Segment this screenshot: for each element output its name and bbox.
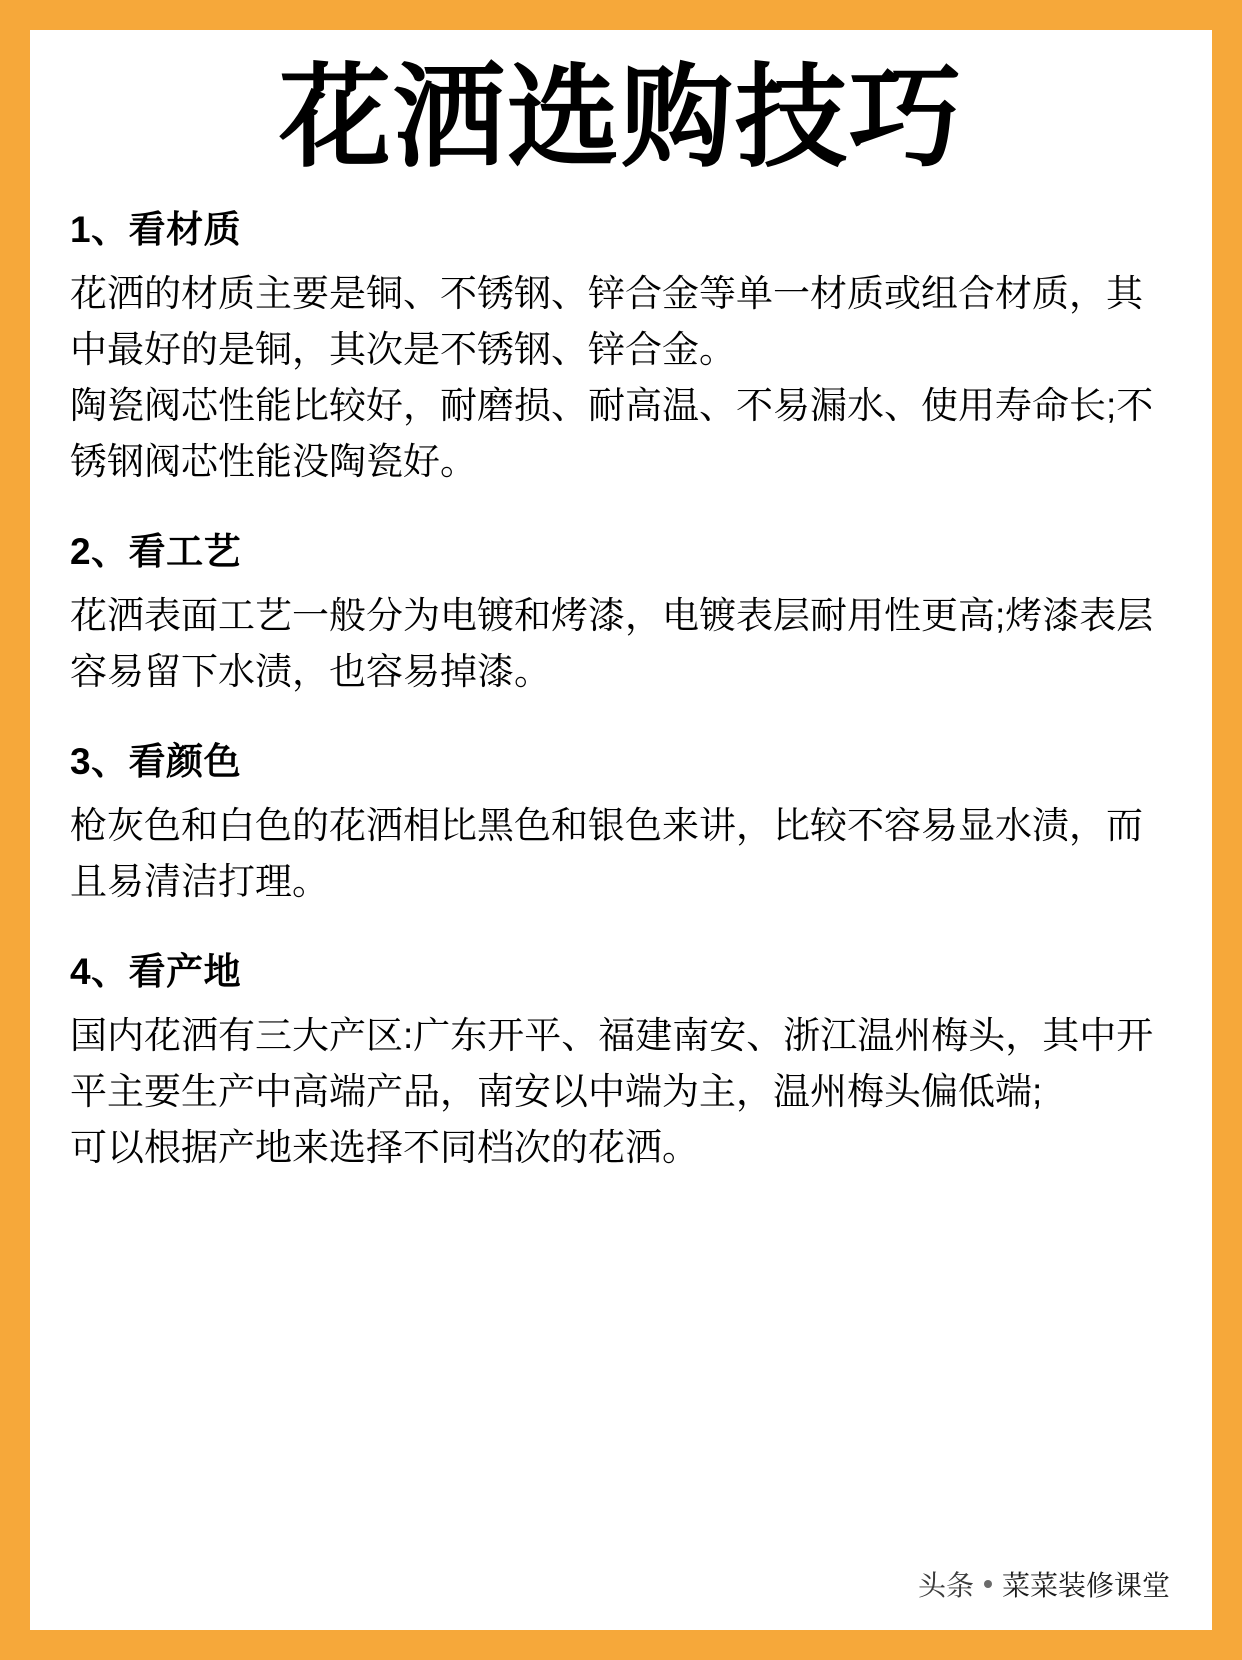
section-craft bbox=[70, 524, 1174, 700]
section-paragraph: 国内花洒有三大产区:广东开平、福建南安、浙江温州梅头，其中开平主要生产中高端产品，南安以中端为主，温州梅头偏低端; bbox=[70, 1014, 1154, 1113]
section-heading: 1、看材质 bbox=[70, 209, 242, 250]
section-color bbox=[70, 734, 1174, 910]
separator-dot-icon bbox=[984, 1580, 992, 1588]
watermark bbox=[918, 1564, 1170, 1604]
watermark-brand: 头条 bbox=[917, 1570, 974, 1601]
section-heading: 4、看产地 bbox=[70, 951, 242, 993]
section-paragraph: 枪灰色和白色的花洒相比黑色和银色来讲，比较不容易显水渍，而且易清洁打理。 bbox=[70, 804, 1143, 903]
watermark-account: 菜菜装修课堂 bbox=[1001, 1570, 1170, 1601]
section-paragraph: 陶瓷阀芯性能比较好，耐磨损、耐高温、不易漏水、使用寿命长;不锈钢阀芯性能没陶瓷好。 bbox=[70, 384, 1154, 483]
content-body bbox=[30, 202, 1212, 1177]
page-title: 花洒选购技巧 bbox=[279, 53, 963, 183]
poster-card bbox=[30, 30, 1212, 1630]
section-origin bbox=[70, 944, 1174, 1176]
section-paragraph: 花洒的材质主要是铜、不锈钢、锌合金等单一材质或组合材质，其中最好的是铜，其次是不锈钢、锌合金。 bbox=[70, 272, 1143, 370]
section-heading: 2、看工艺 bbox=[70, 531, 242, 573]
section-heading: 3、看颜色 bbox=[70, 741, 242, 783]
section-paragraph: 可以根据产地来选择不同档次的花洒。 bbox=[70, 1127, 699, 1169]
section-material bbox=[70, 202, 1174, 490]
section-paragraph: 花洒表面工艺一般分为电镀和烤漆，电镀表层耐用性更高;烤漆表层容易留下水渍，也容易掉漆。 bbox=[70, 594, 1154, 693]
